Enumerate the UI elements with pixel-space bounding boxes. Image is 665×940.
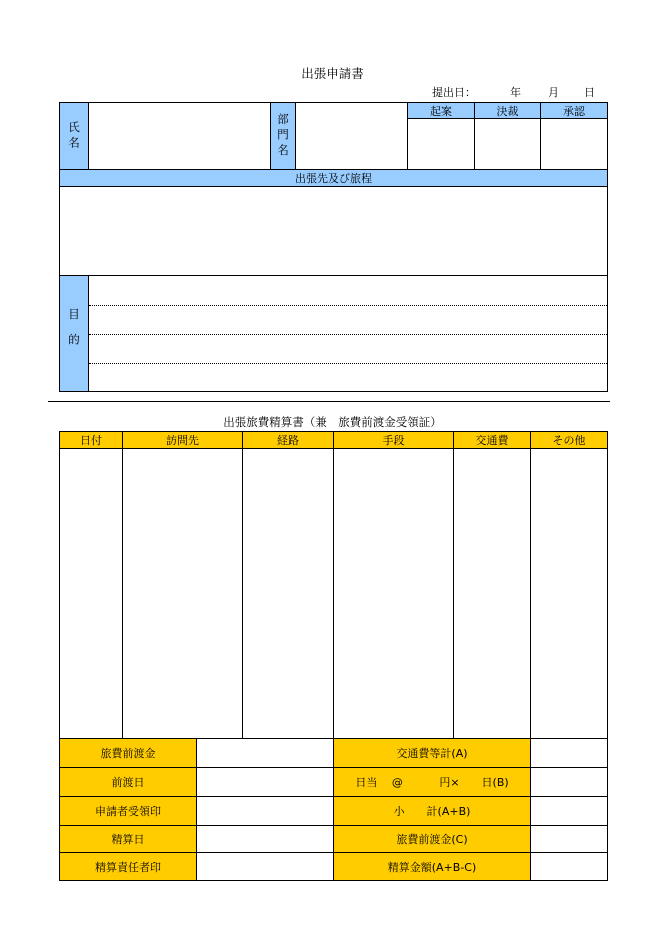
form-title: 出張申請書 [301, 66, 364, 81]
settlement-title: 出張旅費精算書（兼 旅費前渡金受領証） [223, 415, 442, 429]
approval-decision-header: 決裁 [474, 102, 541, 119]
year-label: 年 [510, 86, 521, 99]
submit-date-line [432, 84, 612, 98]
advance-amount-label: 旅費前渡金 [59, 738, 197, 768]
name-label-cell [59, 102, 89, 170]
advance-c-field[interactable] [530, 825, 608, 853]
column-body-other[interactable] [530, 448, 608, 739]
purpose-line [89, 305, 607, 306]
department-label: 部門名 [276, 112, 290, 160]
destination-field[interactable] [59, 186, 608, 276]
column-body-destination[interactable] [122, 448, 243, 739]
purpose-label: 目的 [67, 308, 81, 359]
subtotal-field[interactable] [530, 796, 608, 826]
advance-amount-field[interactable] [196, 738, 334, 768]
column-header-destination: 訪問先 [122, 431, 243, 449]
name-label: 氏名 [67, 120, 81, 152]
approval-approve-stamp[interactable] [540, 118, 608, 170]
column-header-other: その他 [530, 431, 608, 449]
transport-total-field[interactable] [530, 738, 608, 768]
month-label: 月 [548, 86, 559, 99]
settlement-date-field[interactable] [196, 825, 334, 853]
column-body-means[interactable] [333, 448, 454, 739]
applicant-seal-field[interactable] [196, 796, 334, 826]
settlement-manager-seal-label: 精算責任者印 [59, 852, 197, 881]
settlement-manager-seal-field[interactable] [196, 852, 334, 881]
purpose-line [89, 363, 607, 364]
daily-allowance-label: 日当 @ 円× 日(B) [333, 767, 531, 797]
column-header-date: 日付 [59, 431, 123, 449]
column-header-transport-cost: 交通費 [453, 431, 531, 449]
transport-total-label: 交通費等計(A) [333, 738, 531, 768]
column-header-route: 経路 [242, 431, 334, 449]
approval-draft-header: 起案 [407, 102, 475, 119]
applicant-seal-label: 申請者受領印 [59, 796, 197, 826]
settlement-amount-field[interactable] [530, 852, 608, 881]
column-body-transport-cost[interactable] [453, 448, 531, 739]
name-field[interactable] [88, 102, 271, 170]
approval-draft-stamp[interactable] [407, 118, 475, 170]
day-label: 日 [584, 86, 595, 99]
department-label-cell [270, 102, 296, 170]
purpose-line [89, 334, 607, 335]
approval-decision-stamp[interactable] [474, 118, 541, 170]
purpose-field[interactable] [88, 275, 608, 392]
column-body-date[interactable] [59, 448, 123, 739]
advance-date-label: 前渡日 [59, 767, 197, 797]
settlement-date-label: 精算日 [59, 825, 197, 853]
daily-allowance-field[interactable] [530, 767, 608, 797]
approval-approve-header: 承認 [540, 102, 608, 119]
advance-c-label: 旅費前渡金(C) [333, 825, 531, 853]
settlement-amount-label: 精算金額(A+B-C) [333, 852, 531, 881]
submit-date-label: 提出日： [432, 86, 476, 99]
department-field[interactable] [295, 102, 408, 170]
column-header-means: 手段 [333, 431, 454, 449]
column-body-route[interactable] [242, 448, 334, 739]
destination-header: 出張先及び旅程 [59, 169, 608, 187]
subtotal-label: 小 計(A+B) [333, 796, 531, 826]
section-divider [48, 401, 610, 402]
purpose-label-cell [59, 275, 89, 392]
advance-date-field[interactable] [196, 767, 334, 797]
